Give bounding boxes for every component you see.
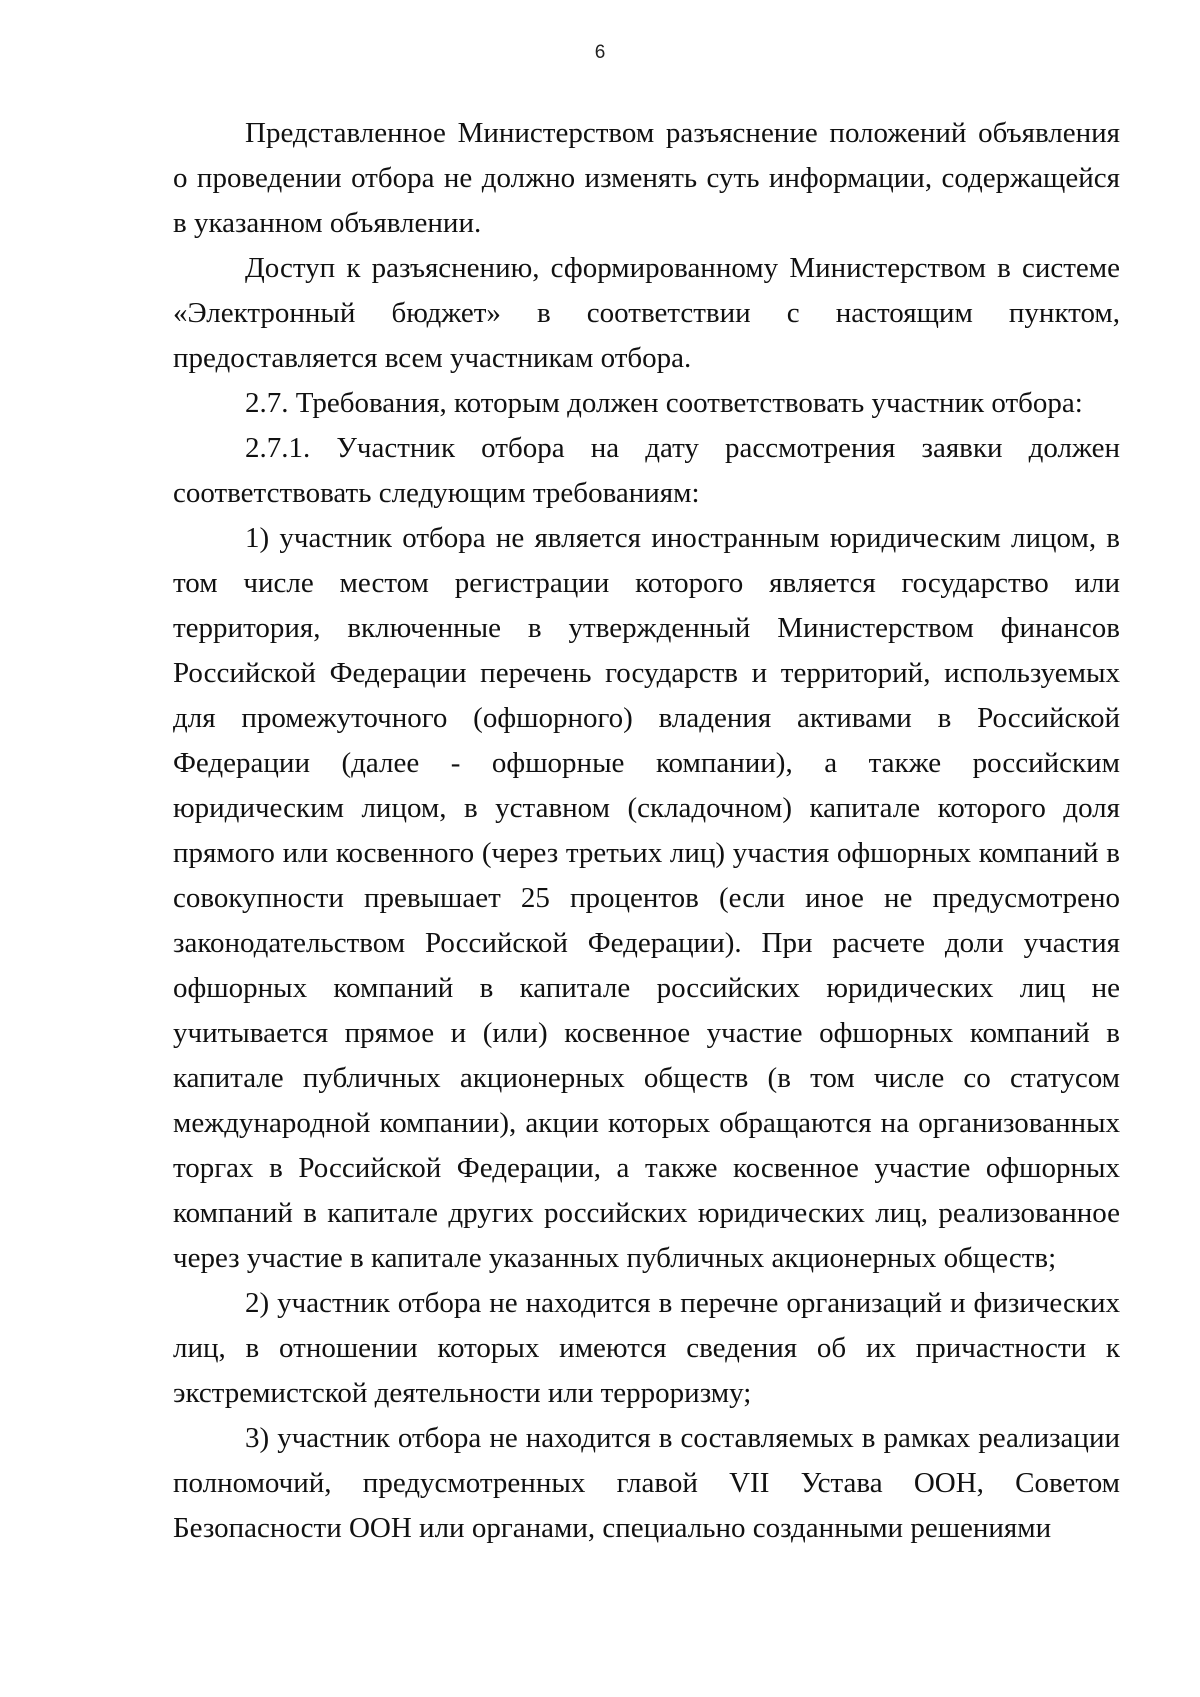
list-item-requirement-3: 3) участник отбора не находится в составляемых в рамках реализации полномочий, предусмотренных главой VII Устава ООН, Советом Безопасности ООН или органами, специально созданными решениями (173, 1422, 1120, 1544)
document-body (173, 111, 1120, 1551)
list-item-requirement-1: 1) участник отбора не является иностранным юридическим лицом, в том числе местом регистрации которого является государство или территория, включенные в утвержденный Министерством финансов Российской Федерации перечень государств и территорий, используемых для промежуточного (офшорного) владения активами в Российской Федерации (далее - офшорные компании), а также российским юридическим лицом, в уставном (складочном) капитале которого доля прямого или косвенного (через третьих лиц) участия офшорных компаний в совокупности превышает 25 процентов (если иное не предусмотрено законодательством Российской Федерации). При расчете доли участия офшорных компаний в капитале российских юридических лиц не учитывается прямое и (или) косвенное участие офшорных компаний в капитале публичных акционерных обществ (в том числе со статусом международной компании), акции которых обращаются на организованных торгах в Российской Федерации, а также косвенное участие офшорных компаний в капитале других российских юридических лиц, реализованное через участие в капитале указанных публичных акционерных обществ; (173, 522, 1120, 1274)
paragraph-clarification-access: Доступ к разъяснению, сформированному Министерством в системе «Электронный бюджет» в соответствии с настоящим пунктом, предоставляется всем участникам отбора. (173, 252, 1120, 374)
paragraph-section-2-7: 2.7. Требования, которым должен соответствовать участник отбора: (245, 387, 1083, 419)
paragraph-section-2-7-1: 2.7.1. Участник отбора на дату рассмотрения заявки должен соответствовать следующим требованиям: (173, 432, 1120, 509)
list-item-requirement-2: 2) участник отбора не находится в перечне организаций и физических лиц, в отношении которых имеются сведения об их причастности к экстремистской деятельности или терроризму; (173, 1287, 1120, 1409)
paragraph-clarification-scope: Представленное Министерством разъяснение положений объявления о проведении отбора не должно изменять суть информации, содержащейся в указанном объявлении. (173, 117, 1120, 239)
page-number: 6 (594, 42, 606, 63)
